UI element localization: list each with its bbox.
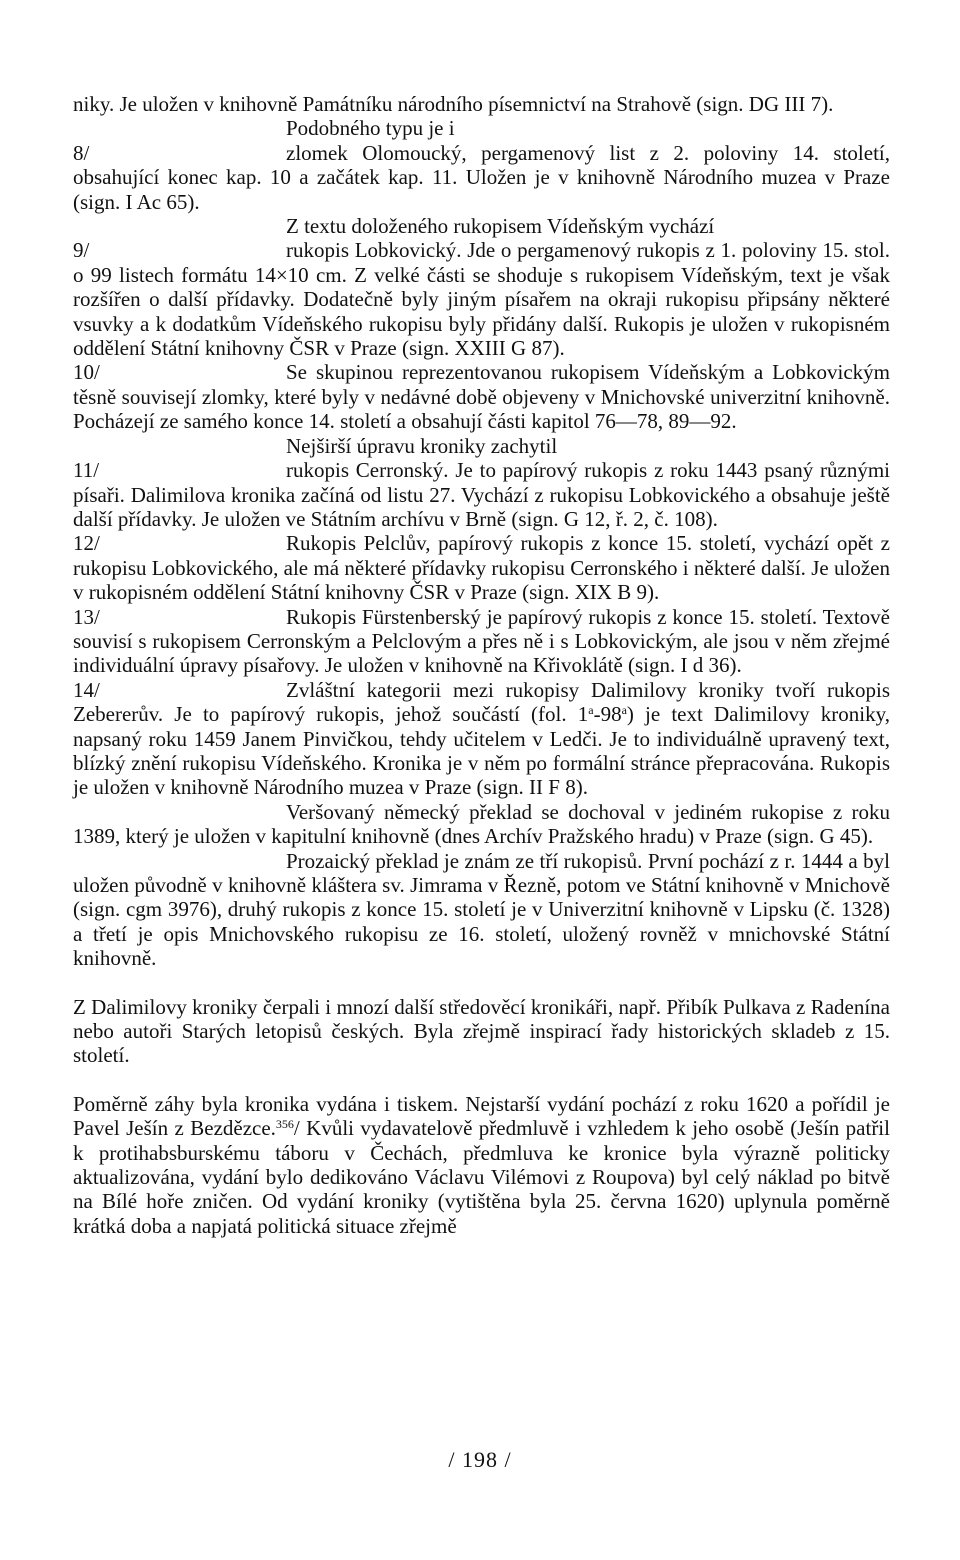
list-item-8 — [73, 141, 890, 214]
item-text: Zvláštní kategorii mezi rukopisy Dalimilovy kroniky tvoří rukopis Zebererův. Je to papírový rukopis, jehož součástí (fol. 1$^a$-98$^a$) je text Dalimilovy kroniky, napsaný roku 1459 Janem Pinvičkou, tehdy učitelem v Ledči. Je to individuálně upravený text, blízký znění rukopisu Vídeňského. Kronika je v něm po formální stránce přepracována. Rukopis je uložen v knihovně Národního muzea v Praze (sign. II F 8). — [73, 677, 890, 800]
item-number: 10/ — [73, 360, 100, 385]
item-number: 9/ — [73, 238, 90, 263]
paragraph-intro: Podobného typu je i — [286, 116, 455, 141]
list-item-11 — [73, 458, 890, 531]
item-text: rukopis Lobkovický. Jde o pergamenový rukopis z 1. poloviny 15. stol. o 99 listech formátu 14×10 cm. Z velké části se shoduje s rukopisem Vídeňským, text je však rozšířen o další přídavky. Dodatečně byly jiným písařem na okraji rukopisu připsány některé vsuvky a k dodatkům Vídeňského rukopisu byly přidány další. Rukopis je uložen v rukopisném oddělení Státní knihovny ČSR v Praze (sign. XXIII G 87). — [73, 238, 890, 361]
list-item-13 — [73, 605, 890, 678]
item-text: Rukopis Pelclův, papírový rukopis z konce 15. století, vychází opět z rukopisu Lobkovického, ale má některé přídavky rukopisu Cerronského i některé další. Je uložen v rukopisném oddělení Státní knihovny ČSR v Praze (sign. XIX B 9). — [73, 531, 890, 605]
item-number: 12/ — [73, 531, 100, 556]
paragraph-gap — [73, 971, 890, 995]
list-item-10 — [73, 360, 890, 433]
superscript: a — [621, 703, 627, 718]
paragraph-continuation: niky. Je uložen v knihovně Památníku národního písemnictví na Strahově (sign. DG III 7). — [73, 92, 834, 116]
item-number: 14/ — [73, 677, 100, 702]
item-text: zlomek Olomoucký, pergamenový list z 2. poloviny 14. století, obsahující konec kap. 10 a začátek kap. 11. Uložen je v knihovně Národního muzea v Praze (sign. I Ac 65). — [73, 140, 890, 214]
item-number: 11/ — [73, 458, 100, 483]
paragraph-german-translation: Veršovaný německý překlad se dochoval v jediném rukopise z roku 1389, který je uložen v kapitulní knihovně (dnes Archív Pražského hradu) v Praze (sign. G 45). — [73, 799, 890, 849]
list-item-14 — [73, 678, 890, 800]
paragraph-chroniclers: Z Dalimilovy kroniky čerpali i mnozí další středověcí kronikáři, např. Přibík Pulkava z Radenína nebo autoři Starých letopisů českých. Byla zřejmě inspirací řady historických skladeb z 15. století. — [73, 994, 890, 1068]
item-text: rukopis Cerronský. Je to papírový rukopis z roku 1443 psaný různými písaři. Dalimilova kronika začíná od listu 27. Vychází z rukopisu Lobkovického a obsahuje ještě další přídavky. Je uložen ve Státním archívu v Brně (sign. G 12, ř. 2, č. 108). — [73, 458, 890, 531]
paragraph-printed-edition: Poměrně záhy byla kronika vydána i tiskem. Nejstarší vydání pochází z roku 1620 a pořídil je Pavel Ješín z Bezdězce.$^{356}$/ Kvůli vydavatelově předmluvě i vzhledem k jeho osobě (Ješín patřil k protihabsburskému táboru v Čechách, předmluva ke kronice byla výrazně politicky aktualizována, vydání bylo dedikováno Václavu Vilémovi z Roupova) byl celý náklad po bitvě na Bílé hoře zničen. Od vydání kroniky (vytištěna byla 25. června 1620) uplynula poměrně krátká doba a napjatá politická situace zřejmě — [73, 1091, 890, 1238]
paragraph-intro: Nejširší úpravu kroniky zachytil — [286, 433, 558, 458]
item-number: 13/ — [73, 604, 100, 629]
paragraph-prose-translation: Prozaický překlad je znám ze tří rukopisů. První pochází z r. 1444 a byl uložen původně v knihovně kláštera sv. Jimrama v Řezně, potom ve Státní knihovně v Mnichově (sign. cgm 3976), druhý rukopis z konce 15. století je v Univerzitní knihovně v Lipsku (č. 1328) a třetí je opis Mnichovského rukopisu ze 16. století, uložený rovněž v mnichovské Státní knihovně. — [73, 848, 890, 971]
paragraph-gap — [73, 1068, 890, 1092]
item-text: Se skupinou reprezentovanou rukopisem Vídeňským a Lobkovickým těsně souvisejí zlomky, které byly v nedávné době objeveny v Mnichovské univerzitní knihovně. Pocházejí ze samého konce 14. století a obsahují části kapitol 76—78, 89—92. — [73, 360, 890, 434]
list-item-12 — [73, 531, 890, 604]
paragraph-intro: Z textu doloženého rukopisem Vídeňským vychází — [286, 214, 715, 239]
superscript: a — [588, 703, 594, 718]
item-text: Rukopis Fürstenberský je papírový rukopis z konce 15. století. Textově souvisí s rukopisem Cerronským a Pelclovým a přes ně i s Lobkovickým, ale jsou v něm zřejmé individuální úpravy písařovy. Je uložen v knihovně na Křivoklátě (sign. I d 36). — [73, 604, 890, 678]
page-number: / 198 / — [448, 1447, 512, 1472]
list-item-9 — [73, 238, 890, 360]
item-number: 8/ — [73, 140, 90, 165]
footnote-reference: 356 — [275, 1117, 294, 1132]
